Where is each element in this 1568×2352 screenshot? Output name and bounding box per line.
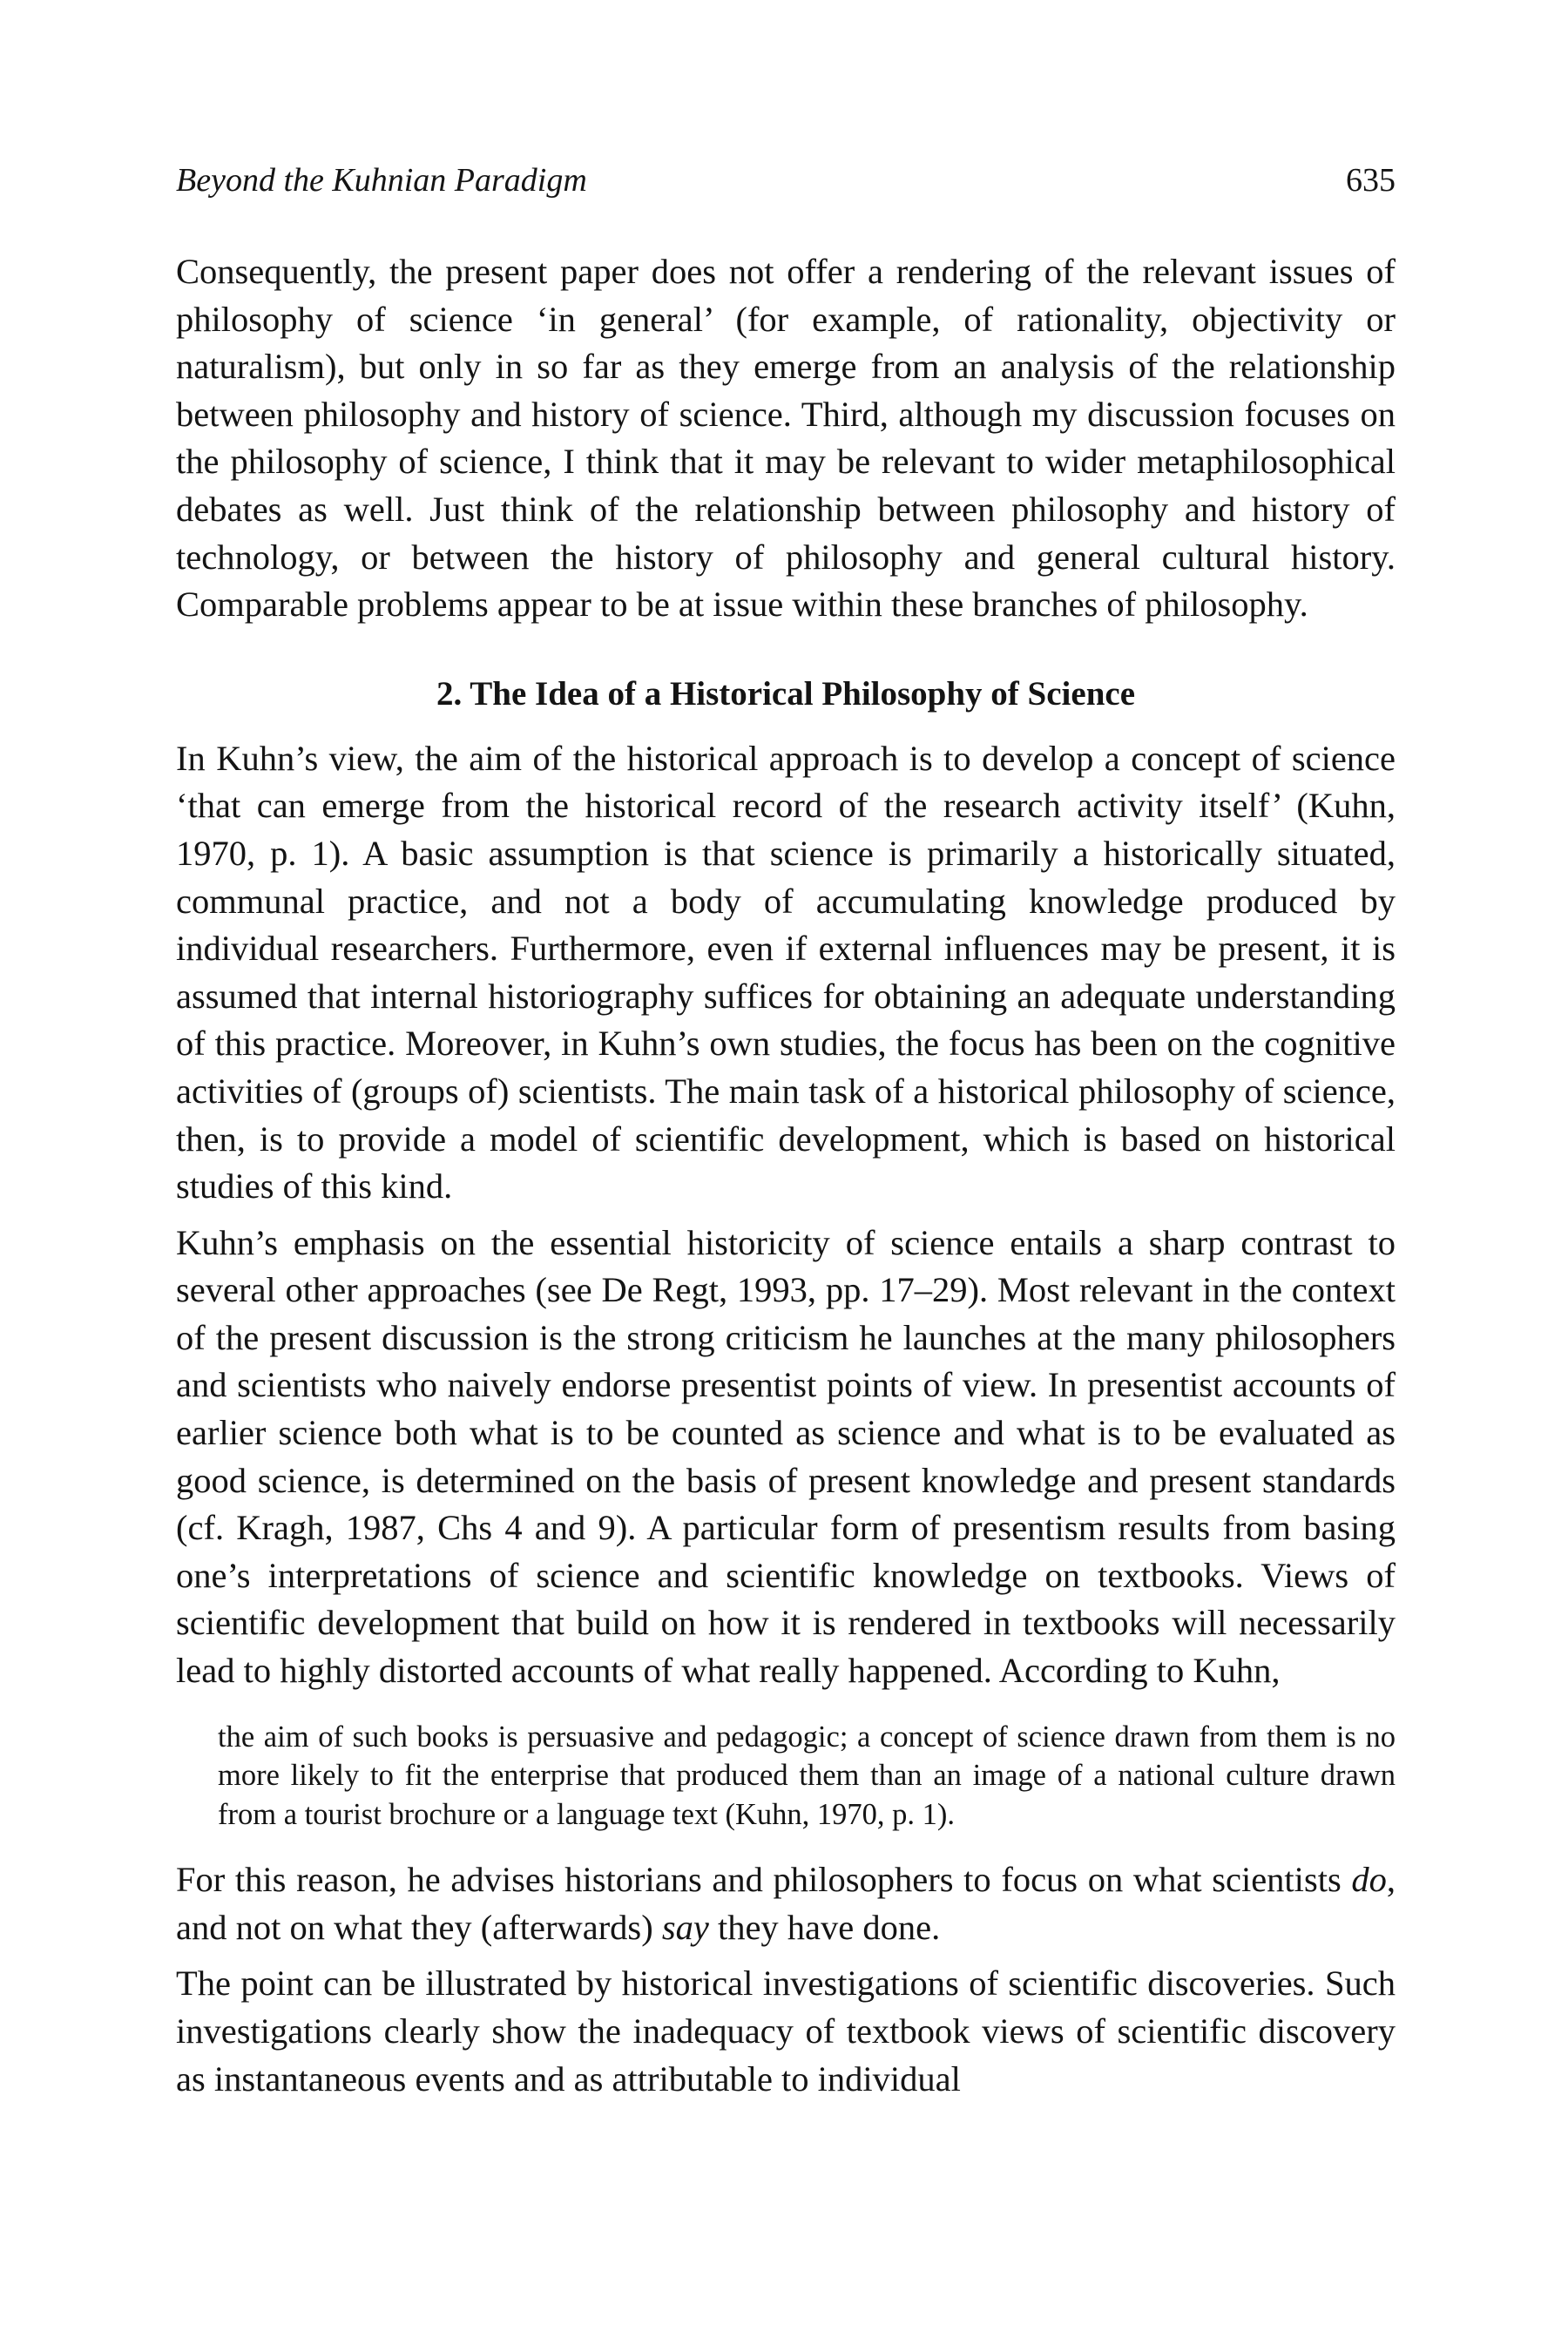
emphasis-say: say — [661, 1907, 709, 1947]
main-text — [176, 248, 1396, 2103]
text-span: they have done. — [708, 1907, 941, 1947]
section-heading: 2. The Idea of a Historical Philosophy of Science — [436, 674, 1136, 713]
running-head — [176, 161, 1396, 213]
paragraph-continued: Consequently, the present paper does not offer a rendering of the relevant issues of philosophy of science ‘in general’ (for example, of rationality, objectivity or naturalism), but only in so far as they emerge from an analysis of the relationship between philosophy and history of science. Third, although my discussion focuses on the philosophy of science, I think that it may be relevant to wider metaphilosophical debates as well. Just think of the relationship between philosophy and history of technology, or between the history of philosophy and general cultural history. Comparable problems appear to be at issue within these branches of philosophy. — [176, 252, 1396, 625]
paragraph: The point can be illustrated by historical investigations of scientific discoveries. Such investigations clearly show the inadequacy of textbook views of scientific discovery as instantaneous events and as attributable to individual — [176, 1963, 1396, 2099]
page-number: 635 — [1346, 162, 1396, 199]
block-quote: the aim of such books is persuasive and pedagogic; a concept of science drawn from them is no more likely to fit the enterprise that produced them than an image of a national culture drawn from a tourist brochure or a language text (Kuhn, 1970, p. 1). — [218, 1720, 1396, 1831]
paragraph: Kuhn’s emphasis on the essential historicity of science entails a sharp contrast to several other approaches (see De Regt, 1993, pp. 17–29). Most relevant in the context of the present discussion is the strong criticism he launches at the many philosophers and scientists who naively endorse presentist points of view. In presentist accounts of earlier science both what is to be counted as science and what is to be evaluated as good science, is determined on the basis of present knowledge and present standards (cf. Kragh, 1987, Chs 4 and 9). A particular form of presentism results from basing one’s interpretations of science and scientific knowledge on textbooks. Views of scientific development that build on how it is rendered in textbooks will necessarily lead to highly distorted accounts of what really happened. According to Kuhn, — [176, 1222, 1396, 1691]
running-title: Beyond the Kuhnian Paradigm — [176, 162, 587, 199]
page — [176, 161, 1396, 2103]
text-span: For this reason, he advises historians and philosophers to focus on what scientists — [176, 1860, 1352, 1900]
emphasis-do: do — [1351, 1860, 1387, 1900]
paragraph — [176, 1856, 1396, 1951]
text-span: , and not on what they (afterwards) — [176, 1860, 1396, 1947]
paragraph: In Kuhn’s view, the aim of the historical approach is to develop a concept of science ‘that can emerge from the historical record of the research activity itself’ (Kuhn, 1970, p. 1). A basic assumption is that science is primarily a historically situated, communal practice, and not a body of accumulating knowledge produced by individual researchers. Furthermore, even if external influences may be present, it is assumed that internal historiography suffices for obtaining an adequate understanding of this practice. Moreover, in Kuhn’s own studies, the focus has been on the cognitive activities of (groups of) scientists. The main task of a historical philosophy of science, then, is to provide a model of scientific development, which is based on historical studies of this kind. — [176, 738, 1396, 1206]
